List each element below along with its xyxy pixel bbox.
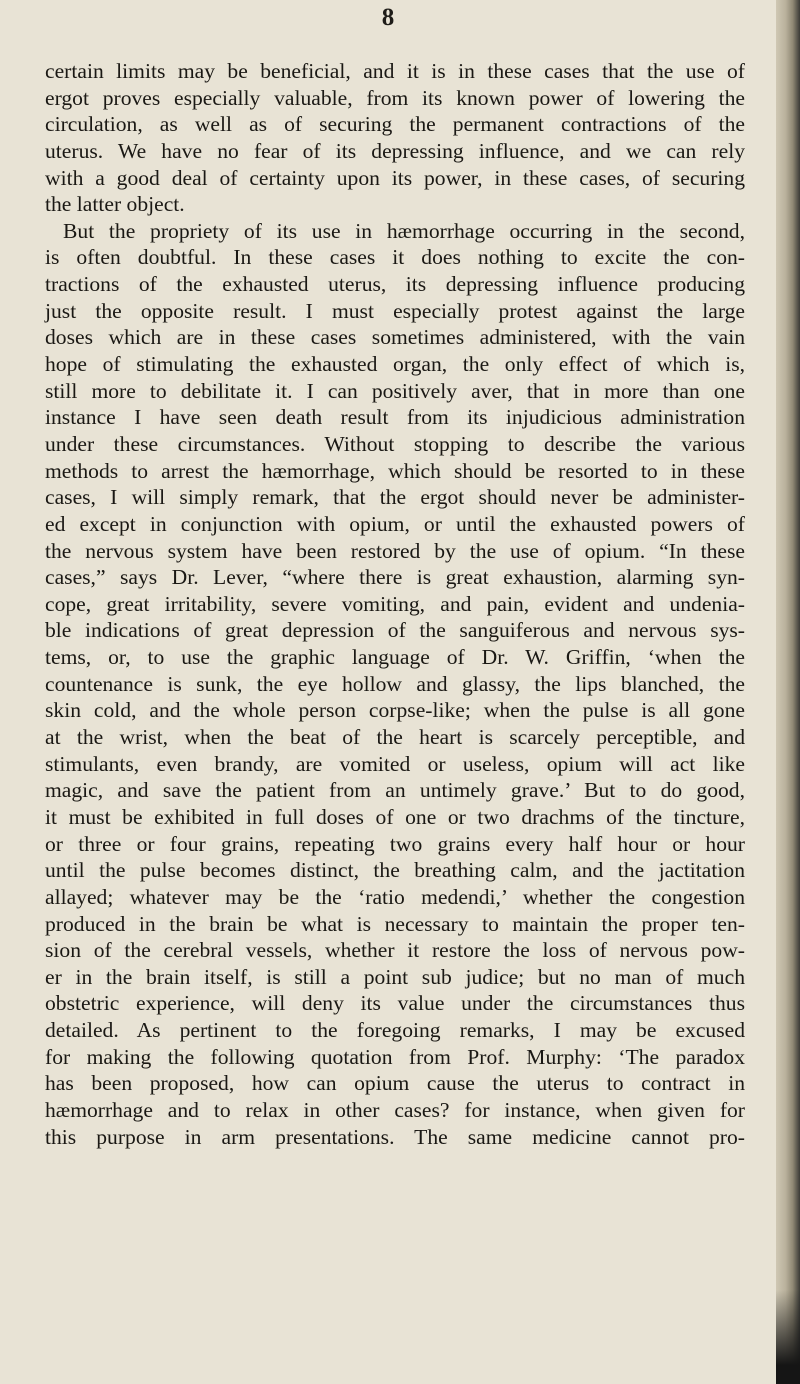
text-line: still more to debilitate it. I can positively aver, that in more than one <box>45 378 745 403</box>
text-line: tems, or, to use the graphic language of Dr. W. Griffin, ‘when the <box>45 645 745 670</box>
text-line: methods to arrest the hæmorrhage, which should be resorted to in these <box>45 458 745 483</box>
text-line: cases,” says Dr. Lever, “where there is great exhaustion, alarming syn- <box>45 565 745 590</box>
text-line: ed except in conjunction with opium, or until the exhausted powers of <box>45 511 745 536</box>
text-line: ergot proves especially valuable, from its known power of lowering the <box>45 85 745 110</box>
text-line: the latter object. <box>45 192 185 217</box>
text-line: countenance is sunk, the eye hollow and glassy, the lips blanched, the <box>45 671 745 696</box>
text-line: er in the brain itself, is still a point sub judice; but no man of much <box>45 964 745 989</box>
text-line: under these circumstances. Without stopping to describe the various <box>45 431 745 456</box>
text-line: cope, great irritability, severe vomiting, and pain, evident and undenia- <box>45 591 745 616</box>
text-line: instance I have seen death result from its injudicious administration <box>45 405 745 430</box>
text-line: has been proposed, how can opium cause the uterus to contract in <box>45 1071 745 1096</box>
text-line: But the propriety of its use in hæmorrhage occurring in the second, <box>63 218 745 243</box>
text-line: hope of stimulating the exhausted organ, the only effect of which is, <box>45 352 745 377</box>
text-line: hæmorrhage and to relax in other cases? for instance, when given for <box>45 1097 745 1122</box>
text-line: ble indications of great depression of the sanguiferous and nervous sys- <box>45 618 745 643</box>
page-number: 8 <box>381 4 395 31</box>
text-line: tractions of the exhausted uterus, its depressing influence producing <box>45 272 745 297</box>
text-line: is often doubtful. In these cases it does nothing to excite the con- <box>45 245 745 270</box>
text-line: uterus. We have no fear of its depressing influence, and we can rely <box>45 138 745 163</box>
text-line: produced in the brain be what is necessary to maintain the proper ten- <box>45 911 745 936</box>
text-line: cases, I will simply remark, that the ergot should never be administer- <box>45 485 745 510</box>
body-text <box>45 58 745 1150</box>
text-line: the nervous system have been restored by the use of opium. “In these <box>45 538 745 563</box>
text-line: with a good deal of certainty upon its power, in these cases, of securing <box>45 165 745 190</box>
text-line: allayed; whatever may be the ‘ratio medendi,’ whether the congestion <box>45 884 745 909</box>
text-line: sion of the cerebral vessels, whether it restore the loss of nervous pow- <box>45 938 745 963</box>
text-line: or three or four grains, repeating two grains every half hour or hour <box>45 831 745 856</box>
text-line: circulation, as well as of securing the permanent contractions of the <box>45 112 745 137</box>
text-line: until the pulse becomes distinct, the breathing calm, and the jactitation <box>45 858 745 883</box>
text-line: magic, and save the patient from an untimely grave.’ But to do good, <box>45 778 745 803</box>
text-line: certain limits may be beneficial, and it is in these cases that the use of <box>45 59 745 83</box>
text-line: detailed. As pertinent to the foregoing remarks, I may be excused <box>45 1018 745 1043</box>
text-line: stimulants, even brandy, are vomited or useless, opium will act like <box>45 751 745 776</box>
page-edge-shadow <box>776 0 800 1384</box>
text-line: skin cold, and the whole person corpse-like; when the pulse is all gone <box>45 698 745 723</box>
text-line: for making the following quotation from Prof. Murphy: ‘The paradox <box>45 1044 745 1069</box>
text-line: this purpose in arm presentations. The same medicine cannot pro- <box>45 1124 745 1149</box>
text-line: it must be exhibited in full doses of one or two drachms of the tincture, <box>45 804 745 829</box>
text-line: obstetric experience, will deny its value under the circumstances thus <box>45 991 745 1016</box>
text-line: just the opposite result. I must especially protest against the large <box>45 298 745 323</box>
text-line: doses which are in these cases sometimes administered, with the vain <box>45 325 745 350</box>
text-line: at the wrist, when the beat of the heart is scarcely perceptible, and <box>45 725 745 750</box>
